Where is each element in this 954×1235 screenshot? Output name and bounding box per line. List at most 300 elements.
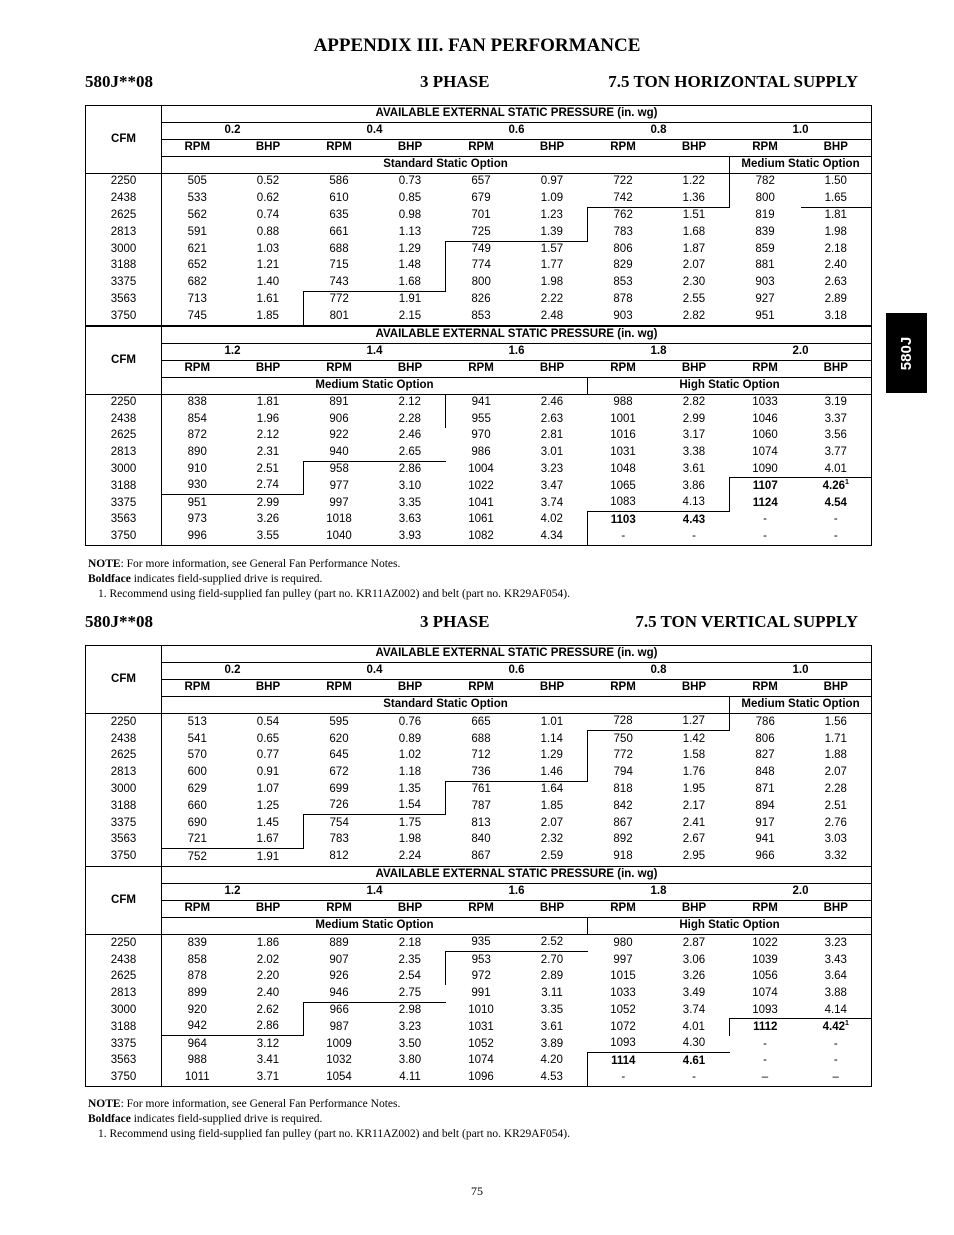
cell-text: 3.71	[256, 1071, 280, 1084]
bhp-value	[659, 764, 730, 781]
cell-text: 1124	[752, 496, 778, 509]
cell-text: 2.74	[256, 479, 279, 492]
rpm-value	[446, 832, 517, 849]
cell-text: 2.20	[256, 970, 280, 983]
cell-text: 2.51	[256, 462, 279, 475]
bhp-value	[233, 714, 304, 731]
bhp-value	[233, 224, 304, 241]
rpm-header: RPM	[730, 680, 801, 697]
cell-text: 3.74	[682, 1003, 706, 1016]
table-row	[86, 1070, 872, 1087]
rpm-value	[446, 731, 517, 748]
cell-text: 1.25	[256, 799, 280, 812]
rpm-value	[162, 985, 233, 1002]
rpm-value	[304, 274, 375, 291]
rpm-value	[162, 1036, 233, 1053]
pressure-value: 0.4	[304, 123, 446, 140]
table-row	[86, 798, 872, 815]
rpm-value	[446, 764, 517, 781]
rpm-value	[588, 985, 659, 1002]
bhp-value	[801, 174, 872, 191]
rpm-value	[446, 308, 517, 325]
rpm-value	[446, 849, 517, 866]
cell-text: 1.81	[256, 396, 280, 409]
bhp-value	[801, 258, 872, 274]
cell-text: 783	[613, 225, 633, 238]
cell-text: 2.32	[540, 833, 564, 846]
bhp-value	[801, 461, 872, 478]
bhp-header: BHP	[375, 680, 446, 697]
bhp-value	[517, 798, 588, 815]
cfm-value	[86, 478, 162, 495]
rpm-value	[304, 832, 375, 849]
rpm-value	[730, 444, 801, 461]
rpm-value	[730, 274, 801, 291]
pressure-value: 0.8	[588, 123, 730, 140]
bhp-value	[517, 781, 588, 798]
bhp-value	[375, 411, 446, 427]
cell-text: 848	[755, 765, 775, 778]
rpm-value	[588, 308, 659, 325]
cell-text: -	[763, 513, 767, 526]
cell-text: 3188	[110, 479, 137, 492]
rpm-header: RPM	[304, 361, 375, 378]
bhp-value	[517, 731, 588, 748]
rpm-value	[730, 815, 801, 832]
rpm-header: RPM	[304, 901, 375, 918]
bhp-value	[801, 308, 872, 325]
cfm-value	[86, 815, 162, 832]
cell-text: 2.70	[540, 953, 564, 966]
rpm-value	[588, 748, 659, 764]
cell-text: 2438	[110, 412, 137, 425]
bhp-value	[517, 1036, 588, 1053]
cell-text: 2.81	[540, 429, 564, 442]
cfm-value	[86, 935, 162, 952]
bhp-value	[233, 985, 304, 1002]
bhp-value	[233, 1019, 304, 1036]
cell-text: 1.29	[540, 749, 563, 762]
rpm-value	[588, 274, 659, 291]
rpm-value	[304, 781, 375, 798]
rpm-value	[588, 207, 659, 224]
bhp-value	[801, 224, 872, 241]
cell-text: 910	[187, 462, 207, 475]
cell-text: 840	[471, 833, 491, 846]
rpm-value	[446, 512, 517, 529]
cell-text: 1.85	[256, 309, 279, 322]
cell-text: 890	[187, 445, 207, 458]
bhp-value	[801, 969, 872, 985]
rpm-value	[730, 985, 801, 1002]
cell-text: 1001	[610, 412, 636, 425]
cell-text: 1.50	[824, 175, 847, 188]
cell-text: 829	[613, 259, 633, 272]
cell-text: 854	[187, 412, 207, 425]
pressure-value: 1.0	[730, 663, 872, 680]
rpm-value	[304, 748, 375, 764]
cell-text: 1.87	[682, 242, 706, 255]
bhp-header: BHP	[659, 901, 730, 918]
cell-text: 2.63	[540, 412, 564, 425]
rpm-value	[162, 798, 233, 815]
bhp-value	[375, 1019, 446, 1036]
cell-text: 4.53	[540, 1071, 563, 1084]
cell-text: 2625	[110, 970, 137, 983]
cell-text: 3.61	[540, 1020, 564, 1033]
cell-text: 4.11	[399, 1071, 421, 1084]
cell-text: 0.77	[256, 749, 280, 762]
bhp-value	[375, 291, 446, 308]
rpm-value	[446, 258, 517, 274]
bhp-value	[233, 461, 304, 478]
bhp-value	[233, 444, 304, 461]
cell-text: 3.47	[540, 479, 564, 492]
bhp-value	[659, 241, 730, 258]
bhp-value	[801, 935, 872, 952]
bhp-value	[517, 258, 588, 274]
page-title: APPENDIX III. FAN PERFORMANCE	[313, 35, 641, 56]
rpm-value	[730, 308, 801, 325]
rpm-value	[588, 781, 659, 798]
cell-text: 595	[329, 715, 349, 728]
rpm-value	[730, 478, 801, 495]
cell-text: 839	[187, 936, 207, 949]
rpm-value	[588, 815, 659, 832]
rpm-value	[730, 207, 801, 224]
cell-text: 930	[187, 479, 207, 492]
rpm-value	[162, 444, 233, 461]
cell-text: 3563	[110, 833, 137, 846]
cell-text: 2.52	[540, 936, 564, 949]
table-row	[86, 1036, 872, 1053]
rpm-value	[162, 1002, 233, 1019]
cell-text: 1.01	[540, 715, 564, 728]
rpm-value	[304, 395, 375, 412]
bhp-value	[801, 1036, 872, 1053]
cell-text: 0.62	[256, 192, 280, 205]
pressure-value: 2.0	[730, 344, 872, 361]
pressure-value: 1.8	[588, 884, 730, 901]
cell-text: -	[621, 530, 626, 543]
cfm-value	[86, 444, 162, 461]
cell-text: -	[692, 530, 696, 543]
bhp-value	[801, 748, 872, 764]
cfm-value	[86, 985, 162, 1002]
bhp-value	[233, 308, 304, 325]
cell-text: 1.68	[682, 225, 706, 238]
cell-text: 853	[613, 276, 633, 289]
rpm-value	[304, 207, 375, 224]
cell-text: 988	[187, 1054, 207, 1067]
cell-text: 750	[613, 732, 633, 745]
cell-text: 3.41	[256, 1054, 280, 1067]
bhp-value	[233, 731, 304, 748]
cell-text: 2250	[110, 715, 137, 728]
rpm-value	[304, 495, 375, 512]
cell-text: 853	[471, 309, 491, 322]
cell-text: 3.86	[682, 479, 705, 492]
table-row	[86, 428, 872, 444]
rpm-value	[304, 969, 375, 985]
cell-text: 2438	[110, 732, 137, 745]
cell-text: 513	[187, 715, 207, 728]
rpm-value	[730, 1053, 801, 1070]
cell-text: 858	[187, 953, 207, 966]
cell-text: 997	[329, 496, 349, 509]
bhp-value	[517, 849, 588, 866]
fan-table-vertical-high	[85, 866, 872, 1087]
cell-text: 903	[613, 309, 633, 322]
bhp-header: BHP	[517, 680, 588, 697]
cell-text: -	[833, 530, 838, 543]
bhp-value	[659, 207, 730, 224]
cell-text: 1.61	[256, 292, 279, 305]
table-row	[86, 224, 872, 241]
cell-text: 749	[471, 243, 491, 255]
bhp-value	[375, 714, 446, 731]
bhp-value	[801, 985, 872, 1002]
bhp-value	[233, 952, 304, 969]
cell-text: 2.59	[540, 850, 564, 863]
bhp-value	[659, 291, 730, 308]
rpm-value	[730, 714, 801, 731]
cell-text: 1041	[468, 496, 494, 509]
rpm-value	[446, 461, 517, 478]
cell-text: 3.26	[256, 513, 280, 526]
bhp-value	[801, 512, 872, 529]
bhp-value	[659, 1070, 730, 1087]
cell-text: 859	[755, 242, 775, 255]
cell-text: 3375	[110, 496, 137, 509]
cfm-value	[86, 308, 162, 325]
rpm-value	[304, 731, 375, 748]
cfm-header: CFM	[86, 867, 162, 935]
rpm-value	[162, 529, 233, 546]
cell-text: 2.54	[398, 970, 421, 983]
pressure-value: 1.6	[446, 884, 588, 901]
cell-text: 0.54	[256, 715, 280, 728]
cell-text: 586	[329, 175, 349, 188]
cell-text: 1.91	[256, 850, 280, 863]
cell-text: 1.03	[256, 242, 280, 255]
cfm-value	[86, 274, 162, 291]
bhp-value	[659, 512, 730, 529]
table-row	[86, 461, 872, 478]
cell-text: 4.43	[682, 513, 706, 526]
bhp-value	[375, 832, 446, 849]
cell-text: 2.55	[682, 292, 706, 305]
bhp-value	[233, 748, 304, 764]
cell-text: 4.30	[682, 1037, 706, 1050]
cell-text: 713	[187, 292, 207, 305]
cell-text: 3.19	[824, 396, 847, 409]
cell-text: 3.23	[824, 936, 847, 949]
cell-text: 1022	[752, 936, 778, 949]
rpm-value	[588, 731, 659, 748]
rpm-value	[162, 274, 233, 291]
cell-text: 2.65	[398, 445, 422, 458]
rpm-header: RPM	[588, 680, 659, 697]
cell-text: 4.42	[822, 1020, 845, 1033]
bhp-value	[375, 224, 446, 241]
pressure-value: 0.8	[588, 663, 730, 680]
rpm-value	[446, 241, 517, 258]
cell-text: 3375	[110, 1037, 137, 1050]
cell-text: 2250	[110, 175, 137, 188]
cell-text: 2.28	[398, 412, 421, 425]
cell-text: 813	[471, 816, 491, 829]
cell-text: 3.63	[398, 513, 422, 526]
table-row	[86, 969, 872, 985]
rpm-value	[162, 258, 233, 274]
bhp-value	[375, 428, 446, 444]
rpm-value	[304, 258, 375, 274]
bhp-value	[375, 935, 446, 952]
cell-text: 635	[329, 208, 349, 221]
cell-text: 3.12	[256, 1037, 280, 1050]
cell-text: 1103	[610, 513, 636, 526]
cell-text: 1.98	[540, 276, 564, 289]
rpm-value	[588, 428, 659, 444]
cell-text: 955	[471, 412, 491, 425]
rpm-header: RPM	[446, 680, 517, 697]
pressure-value: 1.0	[730, 123, 872, 140]
cell-text: 996	[187, 530, 207, 543]
table-row	[86, 512, 872, 529]
rpm-value	[588, 529, 659, 546]
cell-text: 903	[755, 276, 775, 289]
bhp-header: BHP	[517, 140, 588, 157]
boldface-label: Boldface	[88, 1113, 131, 1125]
cfm-value	[86, 781, 162, 798]
cell-text: 878	[613, 292, 633, 305]
cell-text: 951	[755, 309, 775, 322]
bhp-value	[659, 461, 730, 478]
cell-text: 2.87	[682, 936, 706, 949]
cfm-value	[86, 849, 162, 866]
cell-text: 2.17	[682, 799, 706, 812]
bhp-value	[375, 308, 446, 325]
cell-text: 4.26	[822, 479, 845, 492]
cell-text: 899	[187, 986, 207, 999]
bhp-value	[375, 258, 446, 274]
bhp-value	[801, 1019, 872, 1036]
cell-text: 4.02	[540, 513, 563, 526]
rpm-value	[588, 1070, 659, 1087]
cell-text: 1.18	[398, 765, 422, 778]
notes-horizontal	[88, 557, 570, 602]
cell-text: 2.41	[682, 816, 706, 829]
bhp-value	[801, 495, 872, 512]
cell-text: 665	[471, 715, 491, 728]
rpm-value	[162, 714, 233, 731]
cell-text: 1.58	[682, 749, 706, 762]
rpm-value	[304, 935, 375, 952]
cell-text: 0.76	[398, 715, 422, 728]
bhp-value	[517, 815, 588, 832]
cell-text: 688	[471, 732, 491, 745]
rpm-value	[730, 395, 801, 412]
rpm-value	[730, 512, 801, 529]
cell-text: 772	[329, 293, 349, 306]
rpm-value	[162, 291, 233, 308]
cell-text: 951	[187, 496, 207, 509]
pressure-value: 0.2	[162, 123, 304, 140]
cell-text: 4.01	[824, 462, 847, 475]
rpm-value	[446, 411, 517, 427]
rpm-value	[588, 190, 659, 207]
cell-text: 972	[471, 970, 491, 983]
rpm-value	[162, 1070, 233, 1087]
cell-text: 1.56	[824, 715, 847, 728]
cell-text: 3.37	[824, 412, 847, 425]
cell-text: 973	[187, 513, 207, 526]
bhp-value	[659, 174, 730, 191]
rpm-value	[730, 849, 801, 866]
rpm-value	[304, 411, 375, 427]
cell-text: 1.85	[540, 799, 564, 812]
note-text: : For more information, see General Fan Performance Notes.	[120, 558, 401, 570]
rpm-value	[162, 1019, 233, 1036]
bhp-value	[801, 411, 872, 427]
rpm-value	[730, 174, 801, 191]
notes-vertical	[88, 1097, 570, 1142]
cell-text: 1031	[468, 1020, 494, 1033]
rpm-value	[588, 798, 659, 815]
cell-text: 1.67	[256, 833, 279, 846]
table-row	[86, 1019, 872, 1036]
bhp-value	[233, 935, 304, 952]
bhp-value	[659, 781, 730, 798]
model-label: 580J**08	[85, 612, 153, 631]
rpm-value	[588, 174, 659, 191]
note-text: : For more information, see General Fan Performance Notes.	[120, 1098, 401, 1110]
table-row	[86, 781, 872, 798]
cell-text: 3750	[110, 1071, 137, 1084]
cell-text: 892	[613, 833, 633, 846]
pressure-value: 1.4	[304, 344, 446, 361]
cell-text: 2.46	[540, 396, 564, 409]
cell-text: 3.74	[540, 496, 564, 509]
bhp-value	[375, 1036, 446, 1053]
cell-text: 0.65	[256, 732, 280, 745]
bhp-value	[233, 411, 304, 427]
page-number: 75	[471, 1184, 483, 1198]
cell-text: 3.03	[824, 833, 847, 846]
bhp-value	[517, 832, 588, 849]
cfm-value	[86, 969, 162, 985]
cell-text: 3000	[110, 462, 137, 475]
rpm-value	[162, 411, 233, 427]
pressure-value: 1.2	[162, 344, 304, 361]
rpm-value	[304, 529, 375, 546]
cell-text: 1107	[752, 479, 778, 492]
cell-text: 772	[613, 749, 633, 762]
cell-text: 1114	[611, 1054, 636, 1067]
rpm-value	[730, 798, 801, 815]
bhp-value	[233, 1036, 304, 1053]
bhp-value	[517, 207, 588, 224]
cell-text: 2.31	[256, 445, 280, 458]
cell-text: 2625	[110, 749, 137, 762]
bhp-value	[233, 1002, 304, 1019]
rpm-value	[446, 935, 517, 952]
cell-text: 726	[329, 799, 349, 812]
boldface-text: indicates field-supplied drive is required.	[130, 573, 323, 585]
cell-text: 2813	[110, 986, 137, 999]
cell-text: 818	[613, 782, 633, 795]
